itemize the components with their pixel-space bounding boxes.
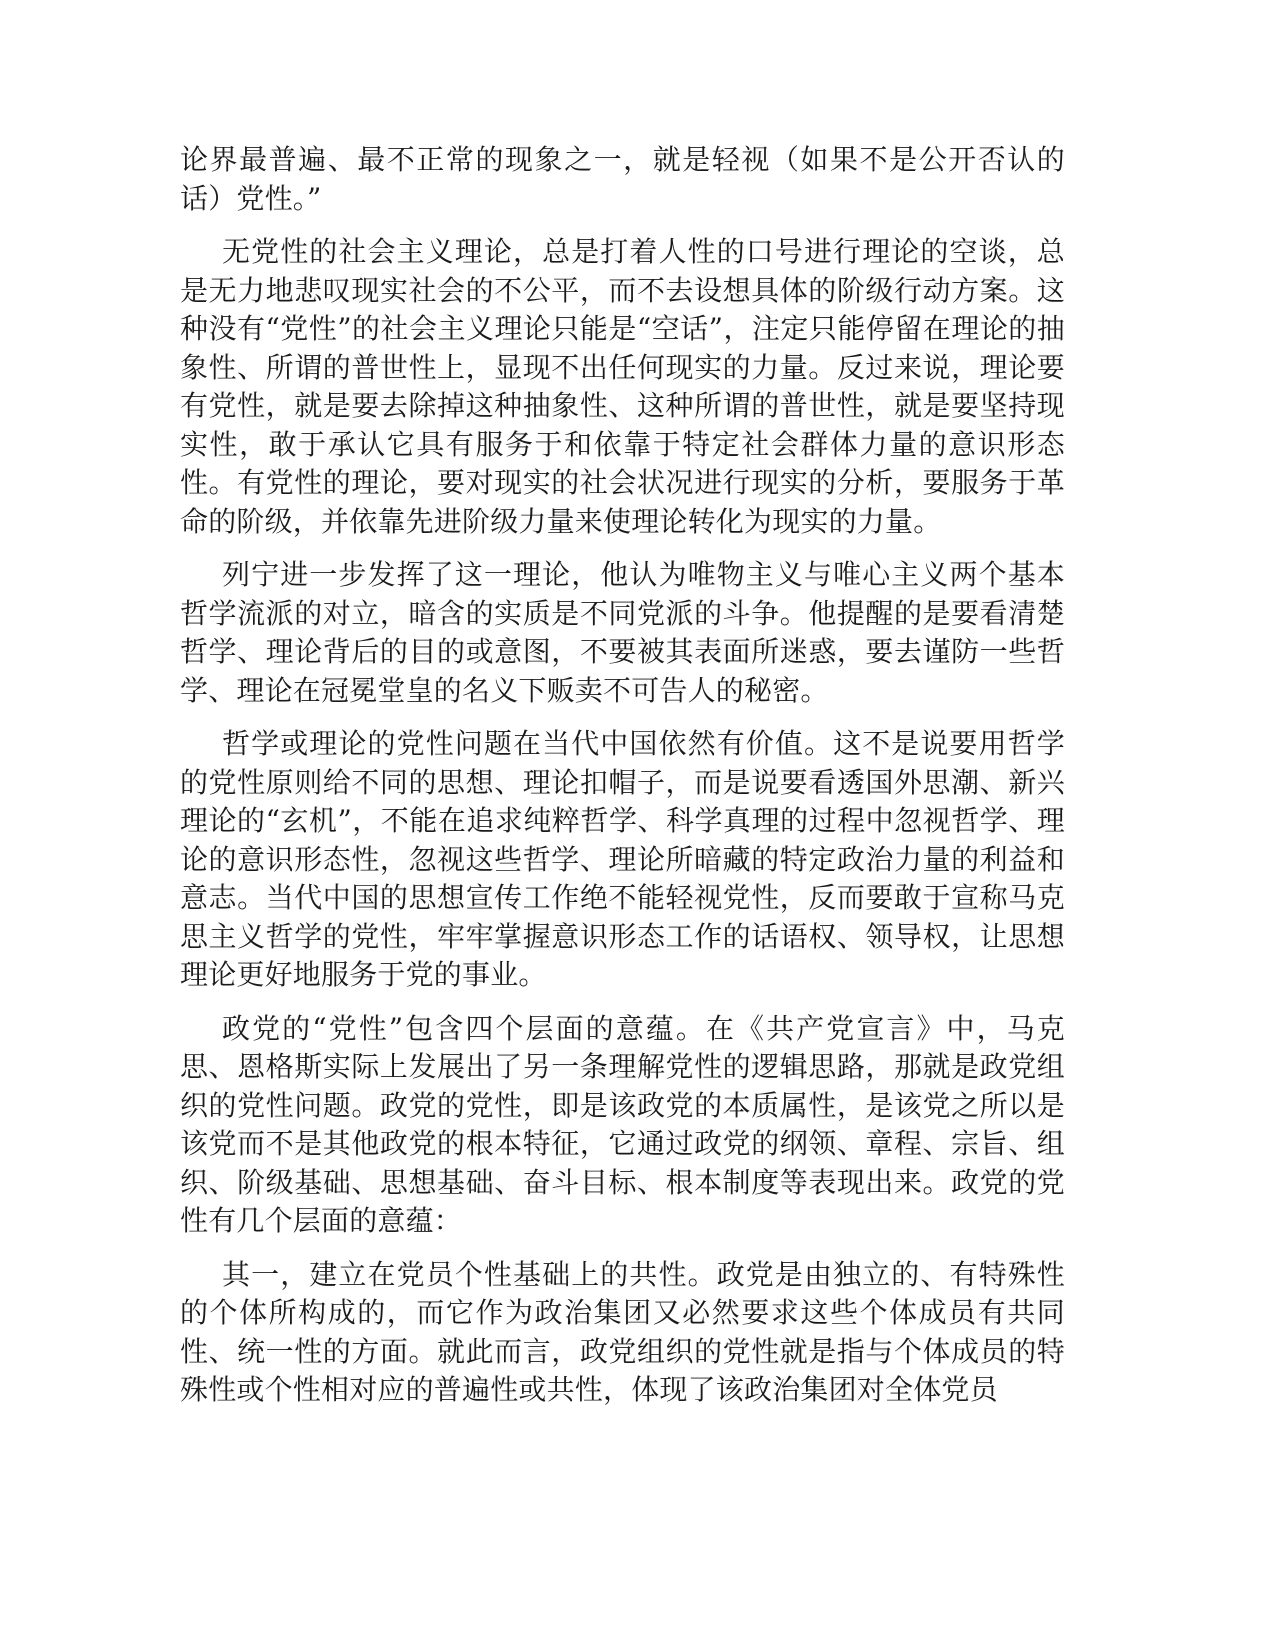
paragraph-first-level: 其一，建立在党员个性基础上的共性。政党是由独立的、有特殊性的个体所构成的，而它作为政治集团又必然要求这些个体成员有共同性、统一性的方面。就此而言，政党组织的党性就是指与个体成员的特殊性或个性相对应的普遍性或共性，体现了该政治集团对全体党员 <box>180 1257 1065 1406</box>
paragraph-lenin: 列宁进一步发挥了这一理论，他认为唯物主义与唯心主义两个基本哲学流派的对立，暗含的实质是不同党派的斗争。他提醒的是要看清楚哲学、理论背后的目的或意图，不要被其表面所迷惑，要去谨防一些哲学、理论在冠冕堂皇的名义下贩卖不可告人的秘密。 <box>180 558 1065 707</box>
paragraph-no-partisanship: 无党性的社会主义理论，总是打着人性的口号进行理论的空谈，总是无力地悲叹现实社会的不公平，而不去设想具体的阶级行动方案。这种没有“党性”的社会主义理论只能是“空话”，注定只能停留在理论的抽象性、所谓的普世性上，显现不出任何现实的力量。反过来说，理论要有党性，就是要去除掉这种抽象性、这种所谓的普世性，就是要坚持现实性，敢于承认它具有服务于和依靠于特定社会群体力量的意识形态性。有党性的理论，要对现实的社会状况进行现实的分析，要服务于革命的阶级，并依靠先进阶级力量来使理论转化为现实的力量。 <box>180 235 1065 538</box>
paragraph-continuation: 论界最普遍、最不正常的现象之一，就是轻视（如果不是公开否认的话）党性。” <box>180 143 1065 215</box>
paragraph-four-levels: 政党的“党性”包含四个层面的意蕴。在《共产党宣言》中，马克思、恩格斯实际上发展出了另一条理解党性的逻辑思路，那就是政党组织的党性问题。政党的党性，即是该政党的本质属性，是该党之所以是该党而不是其他政党的根本特征，它通过政党的纲领、章程、宗旨、组织、阶级基础、思想基础、奋斗目标、根本制度等表现出来。政党的党性有几个层面的意蕴： <box>180 1011 1065 1237</box>
paragraph-contemporary-china: 哲学或理论的党性问题在当代中国依然有价值。这不是说要用哲学的党性原则给不同的思想、理论扣帽子，而是说要看透国外思潮、新兴理论的“玄机”，不能在追求纯粹哲学、科学真理的过程中忽视哲学、理论的意识形态性，忽视这些哲学、理论所暗藏的特定政治力量的利益和意志。当代中国的思想宣传工作绝不能轻视党性，反而要敢于宣称马克思主义哲学的党性，牢牢掌握意识形态工作的话语权、领导权，让思想理论更好地服务于党的事业。 <box>180 727 1065 991</box>
document-page <box>180 141 1065 1425</box>
